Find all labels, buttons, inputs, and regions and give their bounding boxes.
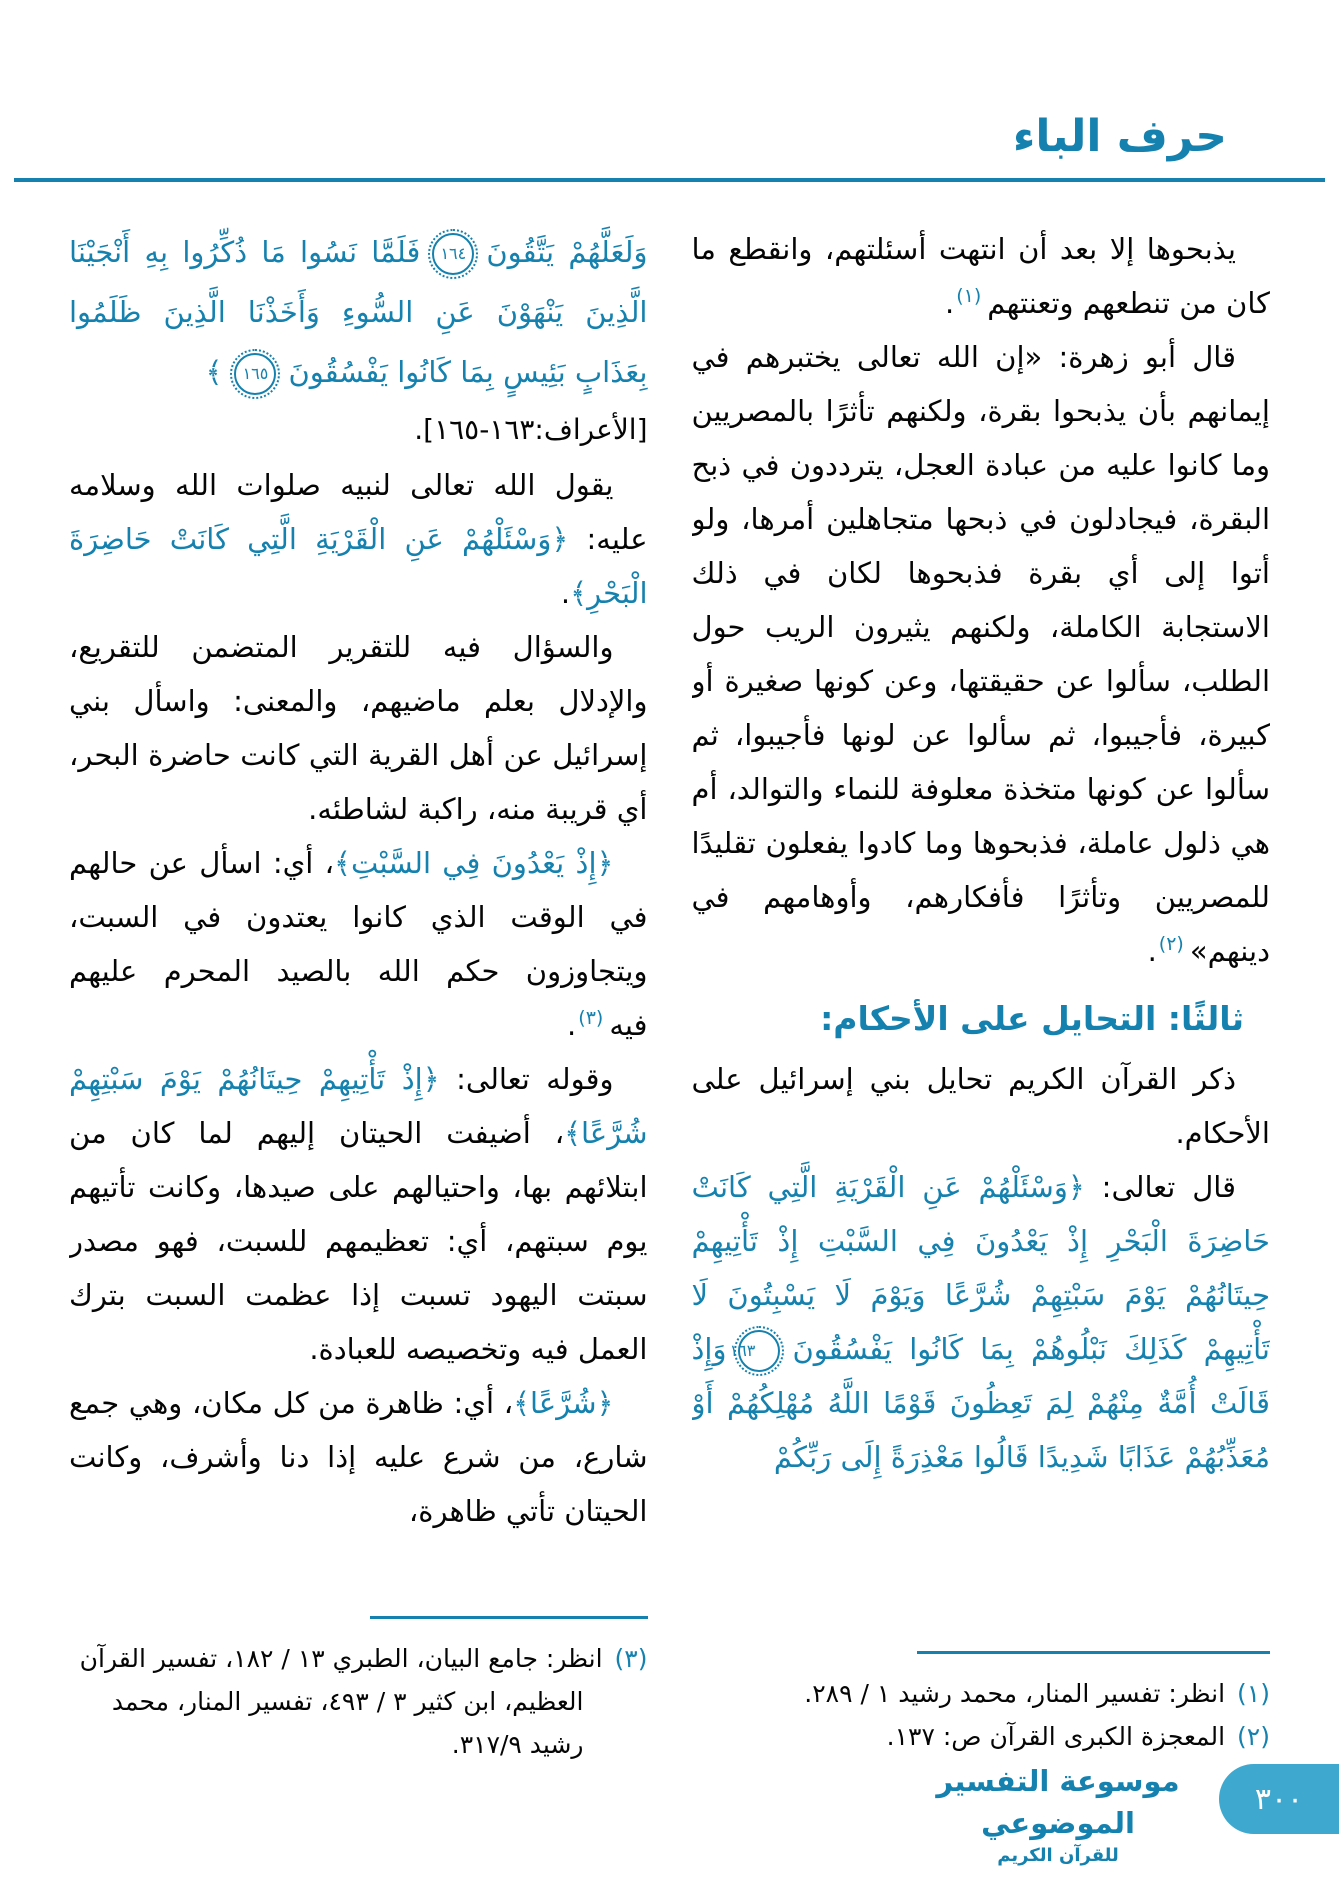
text-run: . [567,1008,577,1042]
footnote-separator [370,1616,648,1619]
footnote-number: (٢) [1237,1722,1270,1751]
text-run: . [1147,934,1157,968]
text-run: قال تعالى: [1084,1170,1236,1204]
paragraph [692,1052,1271,1160]
quran-text-run: وَإِذْ قَالَتْ أُمَّةٌ مِنْهُمْ لِمَ تَعِظُونَ قَوْمًا اللَّهُ مُهْلِكُهُمْ أَوْ مُعَذِّبُهُمْ عَذَابًا شَدِيدًا قَالُوا مَعْذِرَةً إِلَى رَبِّكُمْ [691,1332,1270,1474]
column-left [69,222,648,1844]
quran-text-run: ﴾ [205,355,223,389]
text-run: يقول الله تعالى لنبيه صلوات الله وسلامه عليه: [69,468,648,556]
quran-verse-block [69,222,648,402]
footnote-separator [917,1651,1270,1654]
text-run: قال أبو زهرة: «إن الله تعالى يختبرهم في إيمانهم بأن يذبحوا بقرة، ولكنهم تأثرًا بالمصريين وما كانوا عليه من عبادة العجل، يترددون في ذبح البقرة، فيجادلون في ذبحها متجاهلين أمرها، ولو أتوا إلى أي بقرة فذبحوها لكان في ذلك الاستجابة الكاملة، ولكنهم يثيرون الريب حول الطلب، سألوا عن حقيقتها، وعن كونها صغيرة أو كبيرة، فأجيبوا، ثم سألوا عن لونها فأجيبوا، ثم سألوا عن كونها متخذة معلوفة للنماء والتوالد، أم هي ذلول عاملة، فذبحوها وما كادوا يفعلون تقليدًا للمصريين وتأثرًا فأفكارهم، وأوهامهم في دينهم» [691,340,1270,968]
quran-text-run: وَلَعَلَّهُمْ يَتَّقُونَ [486,235,648,269]
text-run: ، أي: ظاهرة من كل مكان، وهي جمع شارع، من شرع عليه إذا دنا وأشرف، وكانت الحيتان تأتي ظاهرة، [69,1386,648,1528]
text-run: والسؤال فيه للتقرير المتضمن للتقريع، والإدلال بعلم ماضيهم، والمعنى: واسأل بني إسرائيل عن أهل القرية التي كانت حاضرة البحر، أي قريبة منه، راكبة لشاطئه. [69,630,648,826]
page-number: ٣٠٠ [1254,1781,1304,1817]
footnote-ref: (١) [956,285,982,308]
text-run: [الأعراف:١٦٣-١٦٥]. [414,413,648,446]
quran-text-run: ﴿إِذْ يَعْدُونَ فِي السَّبْتِ﴾ [334,846,614,880]
text-run: يذبحوها إلا بعد أن انتهت أسئلتهم، وانقطع ما كان من تنطعهم وتعنتهم [691,232,1270,320]
header-rule [14,178,1325,182]
footnote-ref: (٢) [1158,933,1184,956]
footnote-number: (١) [1237,1679,1270,1708]
column-left-body [69,222,648,1610]
paragraph [69,620,648,836]
footnote-item [692,1715,1271,1758]
ayah-number-medallion: ١٦٤ [432,233,474,275]
footnote-text: انظر: تفسير المنار، محمد رشيد ١ / ٢٨٩. [804,1679,1226,1708]
publisher-logo [929,1760,1187,1868]
footnote-item [69,1637,648,1766]
verse-citation [69,402,648,458]
ayah-number-medallion: ١٦٣ [738,1330,780,1372]
paragraph [692,1160,1271,1484]
footnote-ref: (٣) [578,1007,604,1030]
text-run: . [560,576,571,610]
ayah-number-medallion: ١٦٥ [234,353,276,395]
publisher-logo-subtitle: للقرآن الكريم [997,1845,1119,1866]
text-run: ، أضيفت الحيتان إليهم لما كان من ابتلائهم بها، واحتيالهم على صيدها، وكانت تأتيهم يوم سبتهم، أي: تعظيمهم للسبت، فهو مصدر سبتت اليهود تسبت إذا عظمت السبت بترك العمل فيه وتخصيصه للعبادة. [69,1116,648,1366]
text-run: . [945,286,955,320]
section-title: حرف الباء [1012,111,1227,162]
text-run: وقوله تعالى: [439,1062,614,1096]
publisher-logo-title: موسوعة التفسير الموضوعي [936,1764,1180,1840]
page-number-badge [1219,1764,1339,1834]
footnote-list-right [692,1672,1271,1758]
quran-text-run: ﴿وَسْئَلْهُمْ عَنِ الْقَرْيَةِ الَّتِي كَانَتْ حَاضِرَةَ الْبَحْرِ﴾ [69,522,648,610]
paragraph [69,1052,648,1376]
quran-text-run: ﴿إِذْ تَأْتِيهِمْ حِيتَانُهُمْ يَوْمَ سَبْتِهِمْ شُرَّعًا﴾ [69,1062,648,1150]
heading-text: ثالثًا: التحايل على الأحكام: [820,999,1244,1038]
quran-text-run: ﴿شُرَّعًا﴾ [513,1386,614,1420]
column-right [692,222,1271,1844]
paragraph [69,1376,648,1538]
paragraph [692,330,1271,978]
quran-text-run: ﴿وَسْئَلْهُمْ عَنِ الْقَرْيَةِ الَّتِي كَانَتْ حَاضِرَةَ الْبَحْرِ إِذْ يَعْدُونَ فِي السَّبْتِ إِذْ تَأْتِيهِمْ حِيتَانُهُمْ يَوْمَ سَبْتِهِمْ شُرَّعًا وَيَوْمَ لَا يَسْبِتُونَ لَا تَأْتِيهِمْ كَذَلِكَ نَبْلُوهُمْ بِمَا كَانُوا يَفْسُقُونَ [691,1170,1270,1366]
text-run: ذكر القرآن الكريم تحايل بني إسرائيل على الأحكام. [691,1062,1270,1150]
paragraph [69,458,648,620]
footnote-item [692,1672,1271,1715]
footnote-text: المعجزة الكبرى القرآن ص: ١٣٧. [886,1722,1226,1751]
paragraph [692,222,1271,330]
footnote-block-left [69,1616,648,1844]
column-right-body [692,222,1271,1648]
section-heading [692,996,1271,1042]
two-column-layout [0,222,1339,1844]
footnote-list-left [69,1637,648,1766]
text-run: ، أي: اسأل عن حالهم في الوقت الذي كانوا يعتدون في السبت، ويتجاوزون حكم الله بالصيد المحرم عليهم فيه [69,846,648,1042]
footnote-number: (٣) [614,1644,648,1673]
quran-text-run: فَلَمَّا نَسُوا مَا ذُكِّرُوا بِهِ أَنْجَيْنَا الَّذِينَ يَنْهَوْنَ عَنِ السُّوءِ وَأَخَذْنَا الَّذِينَ ظَلَمُوا بِعَذَابٍ بَئِيسٍ بِمَا كَانُوا يَفْسُقُونَ [69,235,648,389]
paragraph [69,836,648,1052]
footnote-text: انظر: جامع البيان، الطبري ١٣ / ١٨٢، تفسير القرآن العظيم، ابن كثير ٣ / ٤٩٣، تفسير المنار، محمد رشيد ٣١٧/٩. [79,1644,603,1759]
